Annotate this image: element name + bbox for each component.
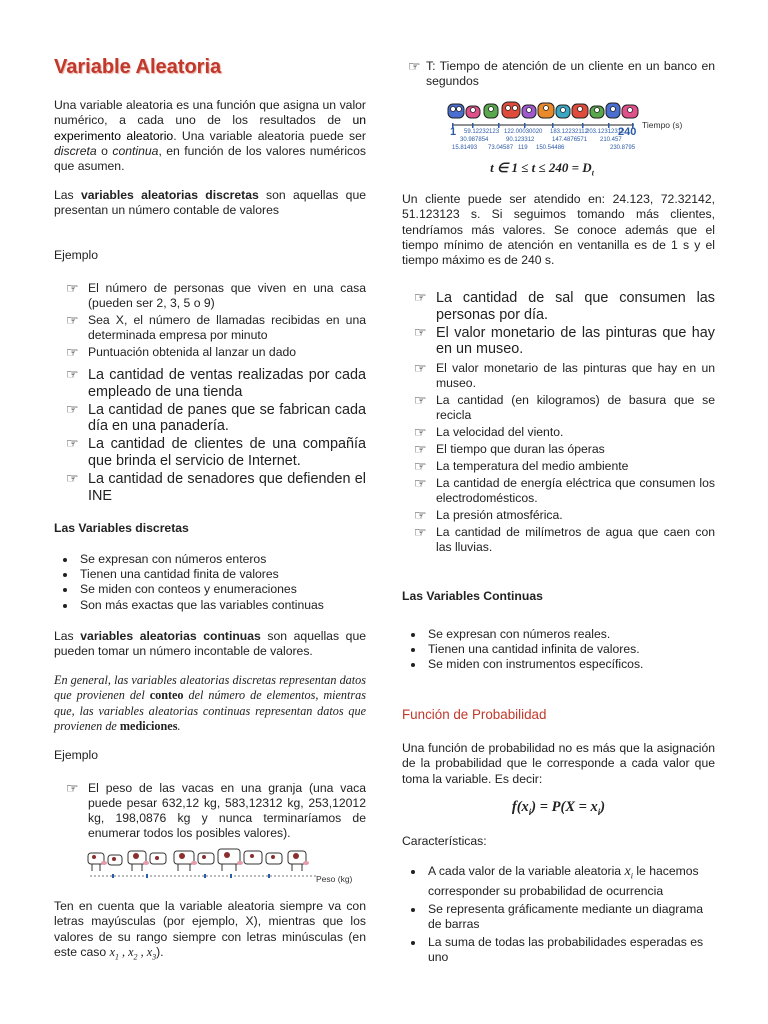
- def-post: son aquellas que pueden tomar un número incontable de valores.: [54, 629, 366, 659]
- note-paragraph: [54, 673, 366, 734]
- list-item-text: La cantidad de ventas realizadas por cada empleado de una tienda: [88, 367, 366, 400]
- bank-example-list: [402, 59, 715, 91]
- feature-sub: i: [630, 871, 633, 881]
- list-item-text: La cantidad de energía eléctrica que consumen los electrodomésticos.: [436, 476, 715, 505]
- value-label: 119: [518, 145, 528, 151]
- list-item: [54, 781, 366, 841]
- list-item-text: La cantidad de sal que consumen las personas por día.: [436, 290, 715, 323]
- value-label: 122.00030020: [504, 129, 543, 135]
- ejemplo-label-1: Ejemplo: [54, 248, 99, 262]
- list-item: La suma de todas las probabilidades esperadas es uno: [402, 935, 715, 965]
- examples-continuous-cows: [54, 781, 366, 843]
- value-label: 183.12232112: [550, 129, 588, 135]
- list-item-text: El valor monetario de las pinturas que hay en un museo.: [436, 324, 715, 358]
- intro-text-3: o: [96, 143, 113, 158]
- pointing-hand-icon: ☞: [66, 435, 79, 452]
- value-label: 230.8795: [610, 145, 636, 151]
- list-item: [402, 325, 715, 359]
- value-label: 59.12232123: [464, 129, 500, 135]
- value-label: 90.123312: [506, 137, 535, 143]
- pointing-hand-icon: ☞: [414, 441, 427, 457]
- continuas-heading: Las Variables Continuas: [402, 589, 543, 603]
- list-item: [54, 281, 366, 311]
- formula-part: f(x: [511, 799, 529, 815]
- list-item-text: Puntuación obtenida al lanzar un dado: [88, 345, 297, 359]
- note-text-a: En general, las variables aleatorias discretas representan datos que provienen del: [54, 673, 366, 703]
- list-item: [54, 471, 366, 505]
- list-item: [402, 59, 715, 89]
- discretas-properties: [54, 552, 366, 613]
- note-bold-mediciones: mediciones: [119, 718, 178, 733]
- formula-part: ) = P(X = x: [531, 799, 598, 815]
- list-item: [402, 525, 715, 555]
- list-item: [402, 290, 715, 324]
- pointing-hand-icon: ☞: [66, 344, 79, 360]
- time-start: 1: [450, 126, 457, 138]
- list-item: [54, 313, 366, 343]
- feature-text: le hacemos corresponder su probabilidad de ocurrencia: [428, 864, 699, 898]
- list-item: [402, 361, 715, 391]
- list-item: [54, 367, 366, 401]
- list-item: Tienen una cantidad finita de valores: [54, 567, 366, 582]
- probability-heading: Función de Probabilidad: [402, 707, 547, 722]
- value-label: 210.457: [600, 137, 622, 143]
- bank-paragraph: Un cliente puede ser atendido en: 24.123, 72.32142, 51.123123 s. Si seguimos tomando más clientes, tendríamos más valores. Se conoce además que el tiempo mínimo de atención en ventanilla es de 1 s y el tiempo máximo es de 240 s.: [402, 192, 715, 268]
- pointing-hand-icon: ☞: [414, 289, 427, 305]
- list-item: [54, 345, 366, 360]
- sub-1: 1: [114, 952, 119, 962]
- list-item: [54, 402, 366, 436]
- cow-axis-label: Peso (kg): [316, 874, 353, 884]
- pointing-hand-icon: ☞: [414, 458, 427, 474]
- def-post: son aquellas que presentan un número contable de valores: [54, 188, 366, 218]
- pointing-hand-icon: ☞: [414, 360, 427, 376]
- list-item: [402, 425, 715, 440]
- note-text-e: .: [177, 718, 181, 733]
- list-item-text: Sea X, el número de llamadas recibidas en una determinada empresa por minuto: [88, 313, 366, 342]
- pointing-hand-icon: ☞: [66, 280, 79, 296]
- examples-continuous-small: [402, 361, 715, 557]
- list-item-text: La cantidad de milímetros de agua que caen con las lluvias.: [436, 525, 715, 554]
- var-x3: , x: [137, 944, 153, 959]
- feature-text: A cada valor de la variable aleatoria: [428, 864, 625, 878]
- discretas-heading: Las Variables discretas: [54, 521, 189, 535]
- list-item: [402, 476, 715, 506]
- list-item: [402, 442, 715, 457]
- list-item-text: T: Tiempo de atención de un cliente en un banco en segundos: [426, 59, 715, 88]
- intro-paragraph: [54, 98, 366, 174]
- list-item-text: La cantidad de clientes de una compañía que brinda el servicio de Internet.: [88, 436, 366, 469]
- ejemplo-label-2: Ejemplo: [54, 748, 99, 762]
- value-label: 73.04587: [488, 145, 514, 151]
- list-item: [54, 436, 366, 470]
- pointing-hand-icon: ☞: [66, 312, 79, 328]
- list-item: Se miden con conteos y enumeraciones: [54, 582, 366, 597]
- continuas-properties: [402, 627, 715, 673]
- closing-paragraph: [54, 899, 366, 965]
- pointing-hand-icon: ☞: [414, 507, 427, 523]
- examples-discrete-large: [54, 367, 366, 505]
- list-item-text: El número de personas que viven en una casa (pueden ser 2, 3, 5 o 9): [88, 281, 366, 310]
- examples-continuous-large: [402, 290, 715, 359]
- bank-time-figure: [402, 98, 715, 182]
- pointing-hand-icon: ☞: [414, 323, 427, 340]
- formula-sub: t: [591, 168, 594, 178]
- intro-italic-continua: continua: [112, 143, 159, 158]
- sub-2: 2: [133, 952, 138, 962]
- intro-text-1: Una variable aleatoria es una función que asigna un valor numérico, a cada uno de los resultados de: [54, 98, 366, 128]
- pointing-hand-icon: ☞: [66, 780, 79, 796]
- var-x: x: [109, 944, 115, 959]
- pointing-hand-icon: ☞: [408, 58, 421, 74]
- discretas-definition: [54, 188, 366, 219]
- list-item: Se expresan con números reales.: [402, 627, 715, 642]
- value-label: 30.987854: [460, 137, 489, 143]
- list-item-text: La cantidad (en kilogramos) de basura que se recicla: [436, 393, 715, 422]
- closing-vars: [109, 944, 157, 962]
- pointing-hand-icon: ☞: [414, 392, 427, 408]
- pointing-hand-icon: ☞: [66, 469, 79, 486]
- pointing-hand-icon: ☞: [66, 400, 79, 417]
- probability-formula: [402, 799, 715, 817]
- value-label: 147.4876571: [552, 137, 588, 143]
- page-title: Variable Aleatoria: [54, 56, 222, 78]
- cow-weight-figure: [54, 843, 366, 891]
- list-item-text: El peso de las vacas en una granja (una vaca puede pesar 632,12 kg, 583,12312 kg, 253,12012 kg, 198,0876 kg y nunca terminaríamos de enumerar todos los posibles valores).: [88, 781, 366, 840]
- list-item: [402, 459, 715, 474]
- list-item-text: El tiempo que duran las óperas: [436, 442, 605, 456]
- intro-text-2: . Una variable aleatoria puede ser: [173, 128, 366, 143]
- pointing-hand-icon: ☞: [66, 366, 79, 382]
- list-item: Tienen una cantidad infinita de valores.: [402, 642, 715, 657]
- def-pre: Las: [54, 188, 81, 202]
- list-item: [402, 393, 715, 423]
- time-axis-label: Tiempo (s): [642, 120, 683, 130]
- formula-sub: i: [597, 806, 601, 817]
- value-label: 15.81493: [452, 145, 478, 151]
- list-item: Se expresan con números enteros: [54, 552, 366, 567]
- value-label: 203.12312312: [586, 129, 625, 135]
- pointing-hand-icon: ☞: [414, 475, 427, 491]
- var-x2: , x: [118, 944, 134, 959]
- value-label: 150.54486: [536, 145, 565, 151]
- feature-var: x: [624, 864, 631, 879]
- intro-bold-term: un experimento aleatorio: [54, 113, 366, 143]
- list-item: [402, 508, 715, 523]
- continuas-definition: [54, 629, 366, 660]
- list-item: Se miden con instrumentos específicos.: [402, 657, 715, 672]
- list-item-text: La cantidad de senadores que defienden el INE: [88, 470, 366, 504]
- list-item-text: La velocidad del viento.: [436, 425, 564, 439]
- pointing-hand-icon: ☞: [414, 524, 427, 540]
- list-item: Son más exactas que las variables continuas: [54, 598, 366, 613]
- note-bold-conteo: conteo: [149, 688, 184, 703]
- list-item-text: La temperatura del medio ambiente: [436, 459, 629, 473]
- intro-italic-discreta: discreta: [54, 143, 97, 158]
- def-bold: variables aleatorias discretas: [80, 188, 259, 202]
- time-end: 240: [618, 126, 637, 138]
- intro-text-4: , en función de los valores numéricos que asumen.: [54, 143, 366, 174]
- list-item-text: La cantidad de panes que se fabrican cada día en una panadería.: [88, 401, 366, 435]
- examples-discrete-small: [54, 281, 366, 362]
- list-item-text: La presión atmosférica.: [436, 508, 563, 522]
- probability-paragraph: Una función de probabilidad no es más que la asignación de la probabilidad que le corresponde a cada valor que toma la variable. Es decir:: [402, 741, 715, 786]
- note-text-c: del número de elementos, mientras que, las variables aleatorias continuas representan datos que provienen de: [54, 688, 366, 733]
- closing-text-e: ).: [156, 944, 164, 959]
- def-pre: Las: [54, 629, 81, 643]
- list-item: [402, 864, 715, 899]
- caracteristicas-label: Características:: [402, 834, 487, 848]
- time-domain-formula: [462, 160, 622, 178]
- formula-sub: i: [528, 806, 532, 817]
- formula-text: t ∈ 1 ≤ t ≤ 240 = D: [490, 160, 592, 175]
- list-item-text: El valor monetario de las pinturas que hay en un museo.: [436, 361, 715, 390]
- def-bold: variables aleatorias continuas: [80, 629, 261, 643]
- sub-3: 3: [152, 952, 157, 962]
- formula-part: ): [600, 799, 606, 815]
- list-item: Se representa gráficamente mediante un diagrama de barras: [402, 902, 715, 932]
- closing-text-a: Ten en cuenta que la variable aleatoria siempre va con letras mayúsculas (por ejemplo, X), mientras que los valores de su rango siempre con letras minúsculas (en este caso: [54, 899, 366, 959]
- features-list: [402, 864, 715, 966]
- pointing-hand-icon: ☞: [414, 424, 427, 440]
